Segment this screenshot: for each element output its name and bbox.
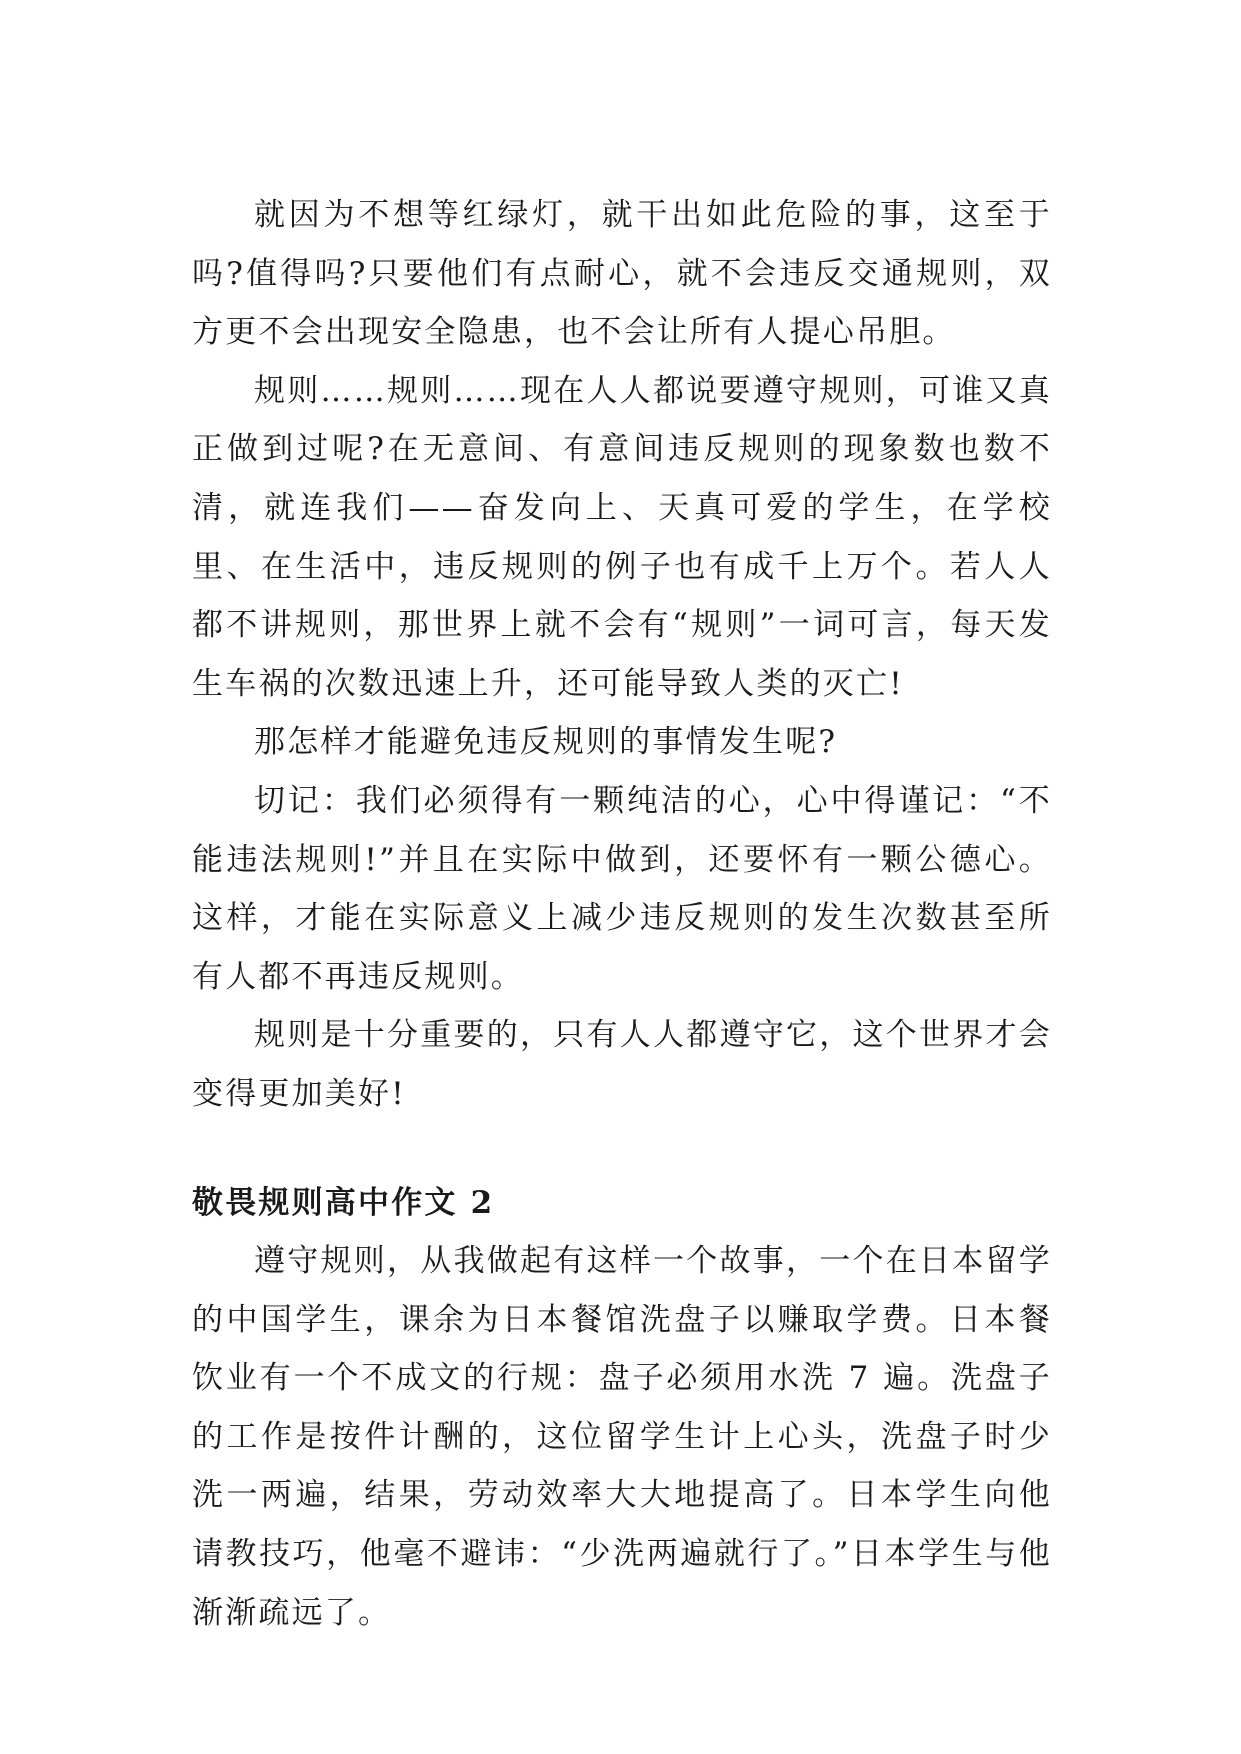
paragraph-rules-everywhere: 规则……规则……现在人人都说要遵守规则，可谁又真正做到过呢?在无意间、有意间违反规则的现象数也数不清，就连我们——奋发向上、天真可爱的学生，在学校里、在生活中，违反规则的例子也有成千上万个。若人人都不讲规则，那世界上就不会有“规则”一词可言，每天发生车祸的次数迅速上升，还可能导致人类的灭亡! (192, 372, 1052, 702)
essay-heading: 敬畏规则高中作文 2 (192, 1184, 495, 1221)
paragraph-conclusion: 规则是十分重要的，只有人人都遵守它，这个世界才会变得更加美好! (192, 1017, 1052, 1112)
paragraph-traffic-light: 就因为不想等红绿灯，就干出如此危险的事，这至于吗?值得吗?只要他们有点耐心，就不会违反交通规则，双方更不会出现安全隐患，也不会让所有人提心吊胆。 (192, 197, 1052, 351)
document-body (192, 186, 1052, 1642)
paragraph-question: 那怎样才能避免违反规则的事情发生呢? (254, 724, 838, 761)
paragraph-story: 遵守规则，从我做起有这样一个故事，一个在日本留学的中国学生，课余为日本餐馆洗盘子以赚取学费。日本餐饮业有一个不成文的行规：盘子必须用水洗 7 遍。洗盘子的工作是按件计酬的，这位留学生计上心头，洗盘子时少洗一两遍，结果，劳动效率大大地提高了。日本学生向他请教技巧，他毫不避讳：“少洗两遍就行了。”日本学生与他渐渐疏远了。 (192, 1243, 1052, 1631)
paragraph-remember: 切记：我们必须得有一颗纯洁的心，心中得谨记：“不能违法规则!”并且在实际中做到，还要怀有一颗公德心。这样，才能在实际意义上减少违反规则的发生次数甚至所有人都不再违反规则。 (192, 782, 1052, 995)
